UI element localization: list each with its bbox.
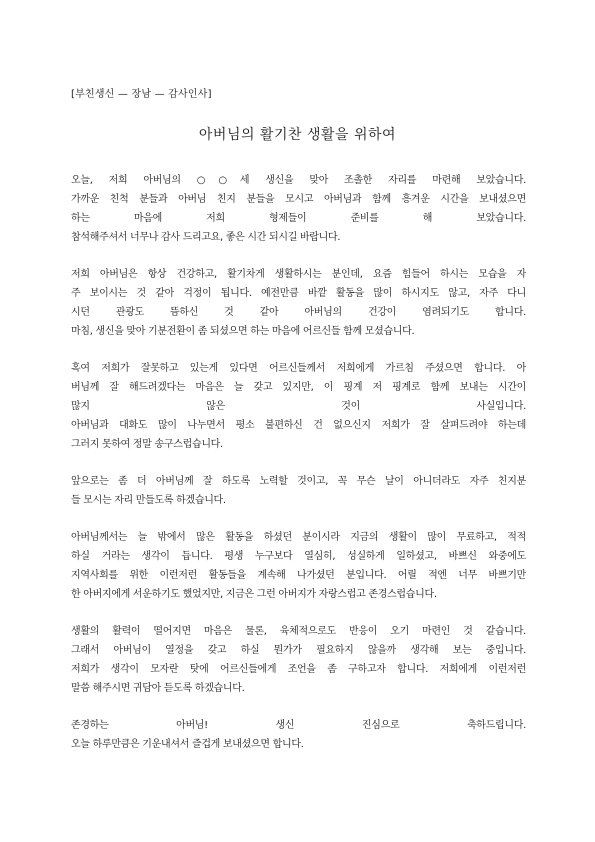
text-line: 오늘 하루만큼은 기운내셔서 즐겁게 보내셨으면 합니다. — [71, 739, 304, 750]
text-line: 참석해주셔서 너무나 감사 드리고요, 좋은 시간 되시길 바랍니다. — [71, 232, 341, 243]
text-line: 버님께 잘 해드려겠다는 마음은 늘 갖고 있지만, 이 핑계 저 핑계로 함께 보내는 시간이 — [71, 382, 526, 393]
text-line: 많지 않은 것이 사실입니다. — [71, 401, 526, 412]
document-header: [부친생신 — 장남 — 감사인사] — [71, 89, 212, 100]
text-line: 지역사회를 위한 이런저런 활동들을 계속해 나가셨던 분입니다. 어릴 적엔 너무 바쁘기만 — [71, 570, 526, 581]
paragraph — [71, 716, 526, 754]
text-line: 한 아버지에게 서운하기도 했었지만, 지금은 그런 아버지가 자랑스럽고 존경스럽습니다. — [71, 589, 437, 600]
text-line: 저희가 생각이 모자란 탓에 어르신들에게 조언을 좀 구하고자 합니다. 저희에게 이런저런 — [71, 664, 526, 675]
text-line: 생활의 활력이 떨어지면 마음은 물론, 육체적으로도 반응이 오기 마련인 것 같습니다. — [71, 626, 526, 637]
text-line: 들 모시는 자리 만들도록 하겠습니다. — [71, 495, 226, 506]
paragraph — [71, 472, 526, 510]
text-line: 주 보이시는 것 같아 걱정이 됩니다. 예전만큼 바깥 활동을 많이 하시지도 않고, 자주 다니 — [71, 288, 526, 299]
paragraph — [71, 265, 526, 341]
text-line: 앞으로는 좀 더 아버님께 잘 하도록 노력할 것이고, 꼭 무슨 날이 아니더라도 자주 친지분 — [71, 476, 526, 487]
text-line: 오늘, 저희 아버님의 ○○세 생신을 맞아 조촐한 자리를 마련해 보았습니다. — [71, 175, 526, 186]
paragraph — [71, 171, 526, 247]
paragraph — [71, 359, 526, 454]
paragraph — [71, 622, 526, 698]
text-line: 혹여 저희가 잘못하고 있는게 있다면 어르신들께서 저희에게 가르침 주셨으면 합니다. 아 — [71, 363, 526, 374]
text-line: 그러지 못하여 정말 송구스럽습니다. — [71, 439, 223, 450]
document-title: 아버님의 활기찬 생활을 위하여 — [198, 127, 397, 143]
text-line: 저희 아버님은 항상 건강하고, 활기차게 생활하시는 분인데, 요즘 힘들어 하시는 모습을 자 — [71, 269, 526, 280]
text-line: 말씀 해주시면 귀담아 듣도록 하겠습니다. — [71, 683, 245, 694]
text-line: 시던 관광도 뜸하신 것 같아 아버님의 건강이 염려되기도 합니다. — [71, 307, 526, 318]
document-body — [71, 171, 526, 772]
text-line: 하실 거라는 생각이 듭니다. 평생 누구보다 열심히, 성실하게 일하셨고, 바쁘신 와중에도 — [71, 551, 526, 562]
text-line: 그래서 아버님이 열정을 갖고 하실 뭔가가 필요하지 않을까 생각해 보는 중입니다. — [71, 645, 526, 656]
text-line: 아버님께서는 늘 밖에서 많은 활동을 하셨던 분이시라 지금의 생활이 많이 무료하고, 적적 — [71, 532, 526, 543]
text-line: 마침, 생신을 맞아 기분전환이 좀 되셨으면 하는 마음에 어르신들 함께 모셨습니다. — [71, 326, 415, 337]
text-line: 존경하는 아버님! 생신 진심으로 축하드립니다. — [71, 720, 526, 731]
text-line: 가까운 친척 분들과 아버님 친지 분들을 모시고 아버님과 함께 흥겨운 시간을 보내셨으면 — [71, 194, 526, 205]
text-line: 하는 마음에 저희 형제들이 준비를 해 보았습니다. — [71, 213, 526, 224]
paragraph — [71, 528, 526, 604]
text-line: 아버님과 대화도 많이 나누면서 평소 불편하신 건 없으신지 저희가 잘 살펴드려야 하는데 — [71, 420, 526, 431]
